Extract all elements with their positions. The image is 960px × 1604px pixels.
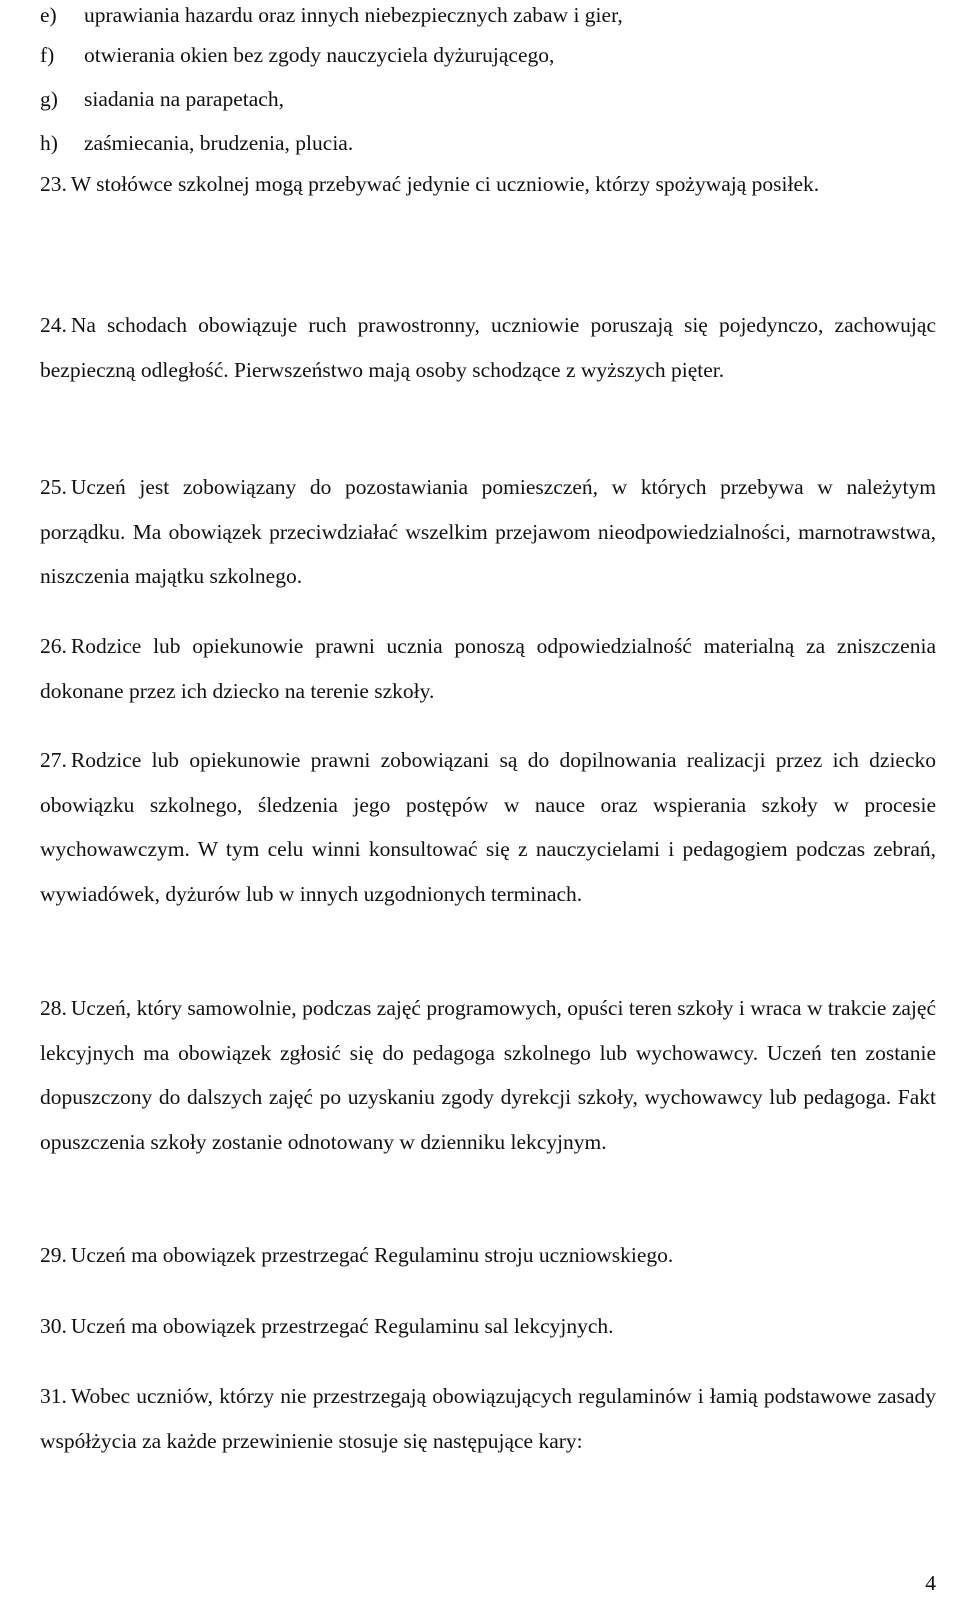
list-item-text: uprawiania hazardu oraz innych niebezpiecznych zabaw i gier, bbox=[84, 3, 623, 27]
list-item-text: siadania na parapetach, bbox=[84, 87, 284, 111]
paragraph-number: 23. bbox=[40, 172, 67, 196]
paragraph-31 bbox=[40, 1374, 936, 1463]
paragraph-text: Uczeń ma obowiązek przestrzegać Regulaminu stroju uczniowskiego. bbox=[70, 1243, 674, 1267]
paragraph-23 bbox=[40, 162, 936, 207]
paragraph-29 bbox=[40, 1233, 936, 1278]
list-item-text: zaśmiecania, brudzenia, plucia. bbox=[84, 131, 354, 155]
paragraph-number: 28. bbox=[40, 996, 67, 1020]
paragraph-number: 31. bbox=[40, 1384, 67, 1408]
paragraph-number: 27. bbox=[40, 748, 67, 772]
list-item-label: h) bbox=[40, 131, 58, 155]
paragraph-number: 25. bbox=[40, 475, 67, 499]
paragraph-text: Wobec uczniów, którzy nie przestrzegają obowiązujących regulaminów i łamią podstawowe zasady współżycia za każde przewinienie stosuje się następujące kary: bbox=[40, 1384, 936, 1453]
paragraph-text: W stołówce szkolnej mogą przebywać jedynie ci uczniowie, którzy spożywają posiłek. bbox=[70, 172, 820, 196]
list-item-label: g) bbox=[40, 87, 58, 111]
paragraph-27 bbox=[40, 738, 936, 916]
paragraph-text: Rodzice lub opiekunowie prawni ucznia ponoszą odpowiedzialność materialną za zniszczenia dokonane przez ich dziecko na terenie szkoły. bbox=[40, 634, 936, 703]
list-item-label: e) bbox=[40, 3, 57, 27]
paragraph-26 bbox=[40, 624, 936, 713]
paragraph-text: Uczeń, który samowolnie, podczas zajęć programowych, opuści teren szkoły i wraca w trakcie zajęć lekcyjnych ma obowiązek zgłosić się do pedagoga szkolnego lub wychowawcy. Uczeń ten zostanie dopuszczony do dalszych zajęć po uzyskaniu zgody dyrekcji szkoły, wychowawcy lub pedagoga. Fakt opuszczenia szkoły zostanie odnotowany w dzienniku lekcyjnym. bbox=[40, 996, 936, 1154]
paragraph-text: Uczeń jest zobowiązany do pozostawiania pomieszczeń, w których przebywa w należytym porządku. Ma obowiązek przeciwdziałać wszelkim przejawom nieodpowiedzialności, marnotrawstwa, niszczenia majątku szkolnego. bbox=[40, 475, 936, 588]
paragraph-30 bbox=[40, 1304, 936, 1349]
list-item-f bbox=[40, 40, 940, 70]
paragraph-25 bbox=[40, 465, 936, 599]
list-item-e bbox=[40, 0, 940, 30]
paragraph-number: 30. bbox=[40, 1314, 67, 1338]
paragraph-28 bbox=[40, 986, 936, 1164]
list-item-text: otwierania okien bez zgody nauczyciela dyżurującego, bbox=[84, 43, 555, 67]
paragraph-number: 29. bbox=[40, 1243, 67, 1267]
paragraph-24 bbox=[40, 303, 936, 392]
paragraph-number: 24. bbox=[40, 313, 67, 337]
list-item-label: f) bbox=[40, 43, 55, 67]
paragraph-text: Uczeń ma obowiązek przestrzegać Regulaminu sal lekcyjnych. bbox=[70, 1314, 614, 1338]
paragraph-text: Na schodach obowiązuje ruch prawostronny, uczniowie poruszają się pojedynczo, zachowując bezpieczną odległość. Pierwszeństwo mają osoby schodzące z wyższych pięter. bbox=[40, 313, 936, 382]
list-item-g bbox=[40, 84, 940, 114]
page-number: 4 bbox=[925, 1571, 936, 1595]
paragraph-text: Rodzice lub opiekunowie prawni zobowiązani są do dopilnowania realizacji przez ich dziecko obowiązku szkolnego, śledzenia jego postępów w nauce oraz wspierania szkoły w procesie wychowawczym. W tym celu winni konsultować się z nauczycielami i pedagogiem podczas zebrań, wywiadówek, dyżurów lub w innych uzgodnionych terminach. bbox=[40, 748, 936, 906]
paragraph-number: 26. bbox=[40, 634, 67, 658]
list-item-h bbox=[40, 128, 940, 158]
